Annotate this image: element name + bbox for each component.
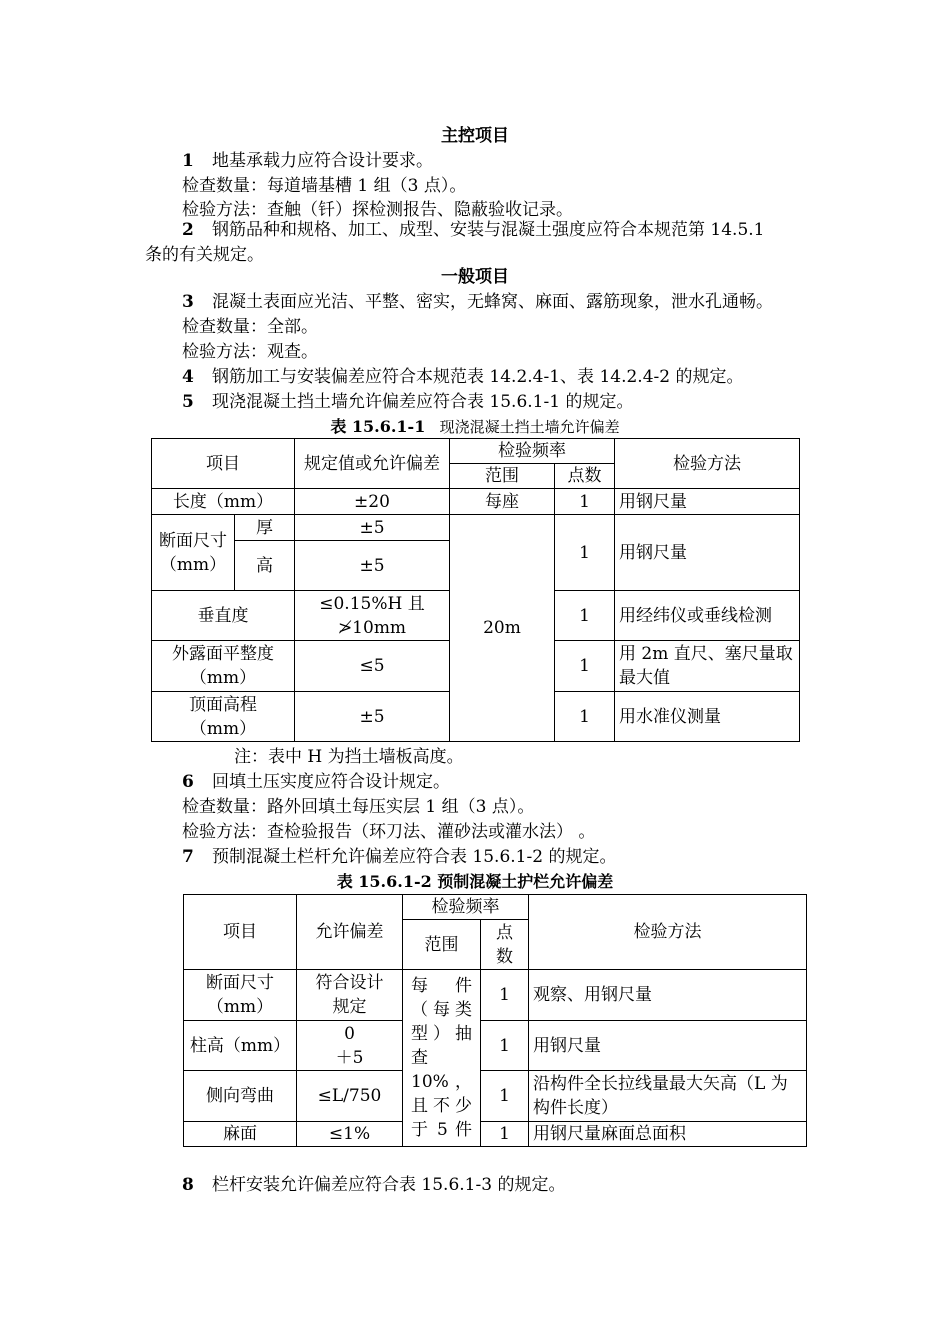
item-6-check-quantity: 检查数量：路外回填土每压实层 1 组（3 点）。 (182, 797, 535, 817)
t1-head-item: 项目 (152, 439, 295, 489)
t1-head-range: 范围 (450, 464, 555, 489)
item-2-continued: 条的有关规定。 (145, 245, 264, 265)
table-row (184, 1021, 807, 1071)
item-number: 3 (182, 292, 194, 312)
t2-cell: 侧向弯曲 (184, 1071, 297, 1122)
item-8 (182, 1173, 565, 1198)
t1-cell: 每座 (450, 489, 555, 515)
t2-cell (297, 1021, 403, 1071)
table-2 (183, 894, 807, 1147)
t2-head-frequency: 检验频率 (403, 895, 529, 920)
item-text: 钢筋品种和规格、加工、成型、安装与混凝土强度应符合本规范第 14.5.1 (212, 220, 765, 240)
item-5 (182, 390, 633, 415)
t2-cell-range-merged: 每件（每类型）抽查 10%，且不少于 5 件 (403, 970, 481, 1147)
t2-head-item: 项目 (184, 895, 297, 970)
t2-cell: 用钢尺量麻面总面积 (529, 1122, 807, 1147)
t1-head-points: 点数 (555, 464, 615, 489)
t1-cell: 1 (555, 641, 615, 692)
t1-cell: 用水准仪测量 (615, 692, 800, 742)
item-1-check-quantity: 检查数量：每道墙基槽 1 组（3 点）。 (182, 176, 467, 196)
item-text: 回填土压实度应符合设计规定。 (212, 772, 450, 792)
item-text: 现浇混凝土挡土墙允许偏差应符合表 15.6.1-1 的规定。 (212, 392, 634, 412)
t1-cell: 1 (555, 692, 615, 742)
item-3-check-quantity: 检查数量：全部。 (182, 317, 318, 337)
item-number: 6 (182, 772, 194, 792)
t1-cell: 用钢尺量 (615, 489, 800, 515)
t2-cell: ≤L/750 (297, 1071, 403, 1122)
item-7 (182, 845, 616, 870)
item-text: 混凝土表面应光洁、平整、密实，无蜂窝、麻面、露筋现象，泄水孔通畅。 (212, 292, 773, 312)
t1-cell: 高 (235, 541, 295, 591)
t2-cell: 用钢尺量 (529, 1021, 807, 1071)
t2-head-points: 点数 (481, 920, 529, 970)
t1-cell: 长度（mm） (152, 489, 295, 515)
item-2 (182, 218, 764, 243)
table-1-title: 现浇混凝土挡土墙允许偏差 (439, 418, 620, 436)
t1-cell: ±5 (295, 692, 450, 742)
t1-cell: ±20 (295, 489, 450, 515)
t2-cell: 1 (481, 1122, 529, 1147)
heading-general: 一般项目 (441, 267, 509, 287)
t1-cell: 厚 (235, 515, 295, 541)
item-1-check-method: 检验方法：查触（钎）探检测报告、隐蔽验收记录。 (182, 200, 573, 220)
t1-cell: 1 (555, 489, 615, 515)
t1-head-allowed: 规定值或允许偏差 (295, 439, 450, 489)
table-1 (151, 438, 800, 742)
table-1-caption (0, 414, 950, 440)
t2-cell: 麻面 (184, 1122, 297, 1147)
table-row (152, 515, 800, 541)
t2-cell-line: ＋5 (335, 1047, 364, 1068)
t1-cell: 垂直度 (152, 591, 295, 641)
item-1 (182, 149, 433, 174)
item-6 (182, 770, 450, 795)
t2-cell: 1 (481, 1021, 529, 1071)
t1-cell: 用钢尺量 (615, 515, 800, 591)
item-number: 8 (182, 1175, 194, 1195)
table-row (184, 1071, 807, 1122)
t2-cell: 断面尺寸（mm） (184, 970, 297, 1021)
t1-cell: 用 2m 直尺、塞尺量取最大值 (615, 641, 800, 692)
table-row (152, 489, 800, 515)
t2-head-method: 检验方法 (529, 895, 807, 970)
t2-cell: ≤1% (297, 1122, 403, 1147)
table-row (184, 1122, 807, 1147)
t1-cell: 1 (555, 515, 615, 591)
item-number: 4 (182, 367, 194, 387)
t1-cell: ±5 (295, 541, 450, 591)
table-2-caption: 表 15.6.1-2 预制混凝土护栏允许偏差 (336, 872, 614, 891)
t2-cell: 观察、用钢尺量 (529, 970, 807, 1021)
t2-head-allowed: 允许偏差 (297, 895, 403, 970)
item-text: 栏杆安装允许偏差应符合表 15.6.1-3 的规定。 (212, 1175, 566, 1195)
t1-head-method: 检验方法 (615, 439, 800, 489)
item-text: 地基承载力应符合设计要求。 (212, 151, 433, 171)
item-3 (182, 290, 773, 315)
table-1-note: 注：表中 H 为挡土墙板高度。 (234, 747, 464, 767)
item-4 (182, 365, 743, 390)
item-text: 钢筋加工与安装偏差应符合本规范表 14.2.4-1、表 14.2.4-2 的规定。 (212, 367, 744, 387)
t2-head-range: 范围 (403, 920, 481, 970)
t1-cell-section-group: 断面尺寸（mm） (152, 515, 235, 591)
item-number: 1 (182, 151, 194, 171)
heading-main-control: 主控项目 (441, 126, 509, 146)
t2-cell: 柱高（mm） (184, 1021, 297, 1071)
item-number: 5 (182, 392, 194, 412)
item-number: 7 (182, 847, 194, 867)
t1-cell: 用经纬仪或垂线检测 (615, 591, 800, 641)
table-row (184, 970, 807, 1021)
item-6-check-method: 检验方法：查检验报告（环刀法、灌砂法或灌水法） 。 (182, 822, 596, 842)
t1-head-frequency: 检验频率 (450, 439, 615, 464)
item-3-check-method: 检验方法：观查。 (182, 342, 318, 362)
table-1-number: 表 15.6.1-1 (330, 417, 426, 436)
t1-cell-range-merged: 20m (450, 515, 555, 742)
item-text: 预制混凝土栏杆允许偏差应符合表 15.6.1-2 的规定。 (212, 847, 617, 867)
item-number: 2 (182, 220, 194, 240)
t2-cell: 1 (481, 1071, 529, 1122)
t2-cell: 1 (481, 970, 529, 1021)
t2-cell: 符合设计规定 (297, 970, 403, 1021)
t2-cell: 沿构件全长拉线量最大矢高（L 为构件长度） (529, 1071, 807, 1122)
t1-cell: ±5 (295, 515, 450, 541)
t1-cell: ≤5 (295, 641, 450, 692)
t1-cell: 顶面高程（mm） (152, 692, 295, 742)
t2-cell-line: 0 (344, 1023, 355, 1044)
t1-cell: 1 (555, 591, 615, 641)
t1-cell: 外露面平整度（mm） (152, 641, 295, 692)
t1-cell: ≤0.15%H 且≯10mm (295, 591, 450, 641)
